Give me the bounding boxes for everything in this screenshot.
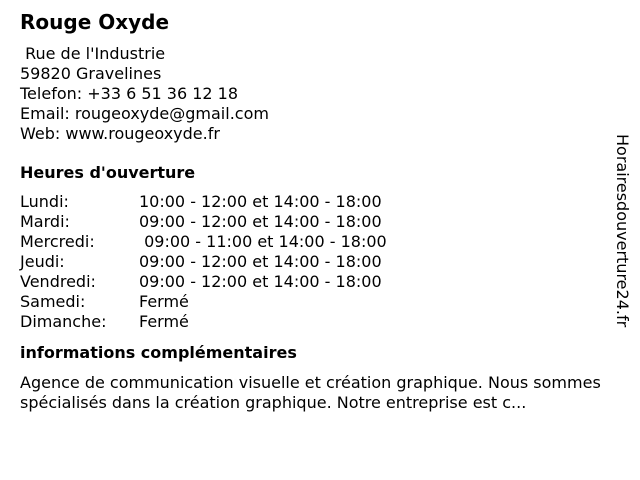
- hours-row: [20, 292, 610, 312]
- day-hours: Fermé: [139, 292, 189, 311]
- website-text: Web: www.rougeoxyde.fr: [20, 124, 220, 143]
- hours-table: [20, 192, 610, 332]
- hours-row: [20, 272, 610, 292]
- hours-heading: Heures d'ouverture: [20, 163, 196, 182]
- day-hours: 09:00 - 12:00 et 14:00 - 18:00: [139, 212, 382, 231]
- day-label: Mercredi:: [20, 232, 95, 251]
- hours-row: [20, 192, 610, 212]
- day-hours: Fermé: [139, 312, 189, 331]
- phone-text: Telefon: +33 6 51 36 12 18: [20, 84, 239, 103]
- address-city: 59820 Gravelines: [20, 64, 162, 83]
- day-label: Jeudi:: [20, 252, 65, 271]
- business-name: Rouge Oxyde: [20, 10, 170, 34]
- day-label: Vendredi:: [20, 272, 96, 291]
- source-watermark: Horairesdouverture24.fr: [613, 134, 632, 328]
- hours-row: [20, 212, 610, 232]
- hours-row: [20, 312, 610, 332]
- day-hours: 09:00 - 12:00 et 14:00 - 18:00: [139, 272, 382, 291]
- day-hours: 09:00 - 11:00 et 14:00 - 18:00: [139, 232, 387, 251]
- info-description: Agence de communication visuelle et création graphique. Nous sommes spécialisés dans la création graphique. Notre entreprise est c...: [20, 373, 601, 412]
- address-street: Rue de l'Industrie: [20, 44, 166, 63]
- day-hours: 10:00 - 12:00 et 14:00 - 18:00: [139, 192, 382, 211]
- day-label: Dimanche:: [20, 312, 107, 331]
- contact-block: [20, 44, 610, 144]
- day-hours: 09:00 - 12:00 et 14:00 - 18:00: [139, 252, 382, 271]
- day-label: Mardi:: [20, 212, 70, 231]
- business-card: [20, 10, 610, 413]
- info-heading: informations complémentaires: [20, 343, 297, 362]
- day-label: Lundi:: [20, 192, 69, 211]
- day-label: Samedi:: [20, 292, 86, 311]
- email-text: Email: rougeoxyde@gmail.com: [20, 104, 269, 123]
- hours-row: [20, 252, 610, 272]
- hours-row: [20, 232, 610, 252]
